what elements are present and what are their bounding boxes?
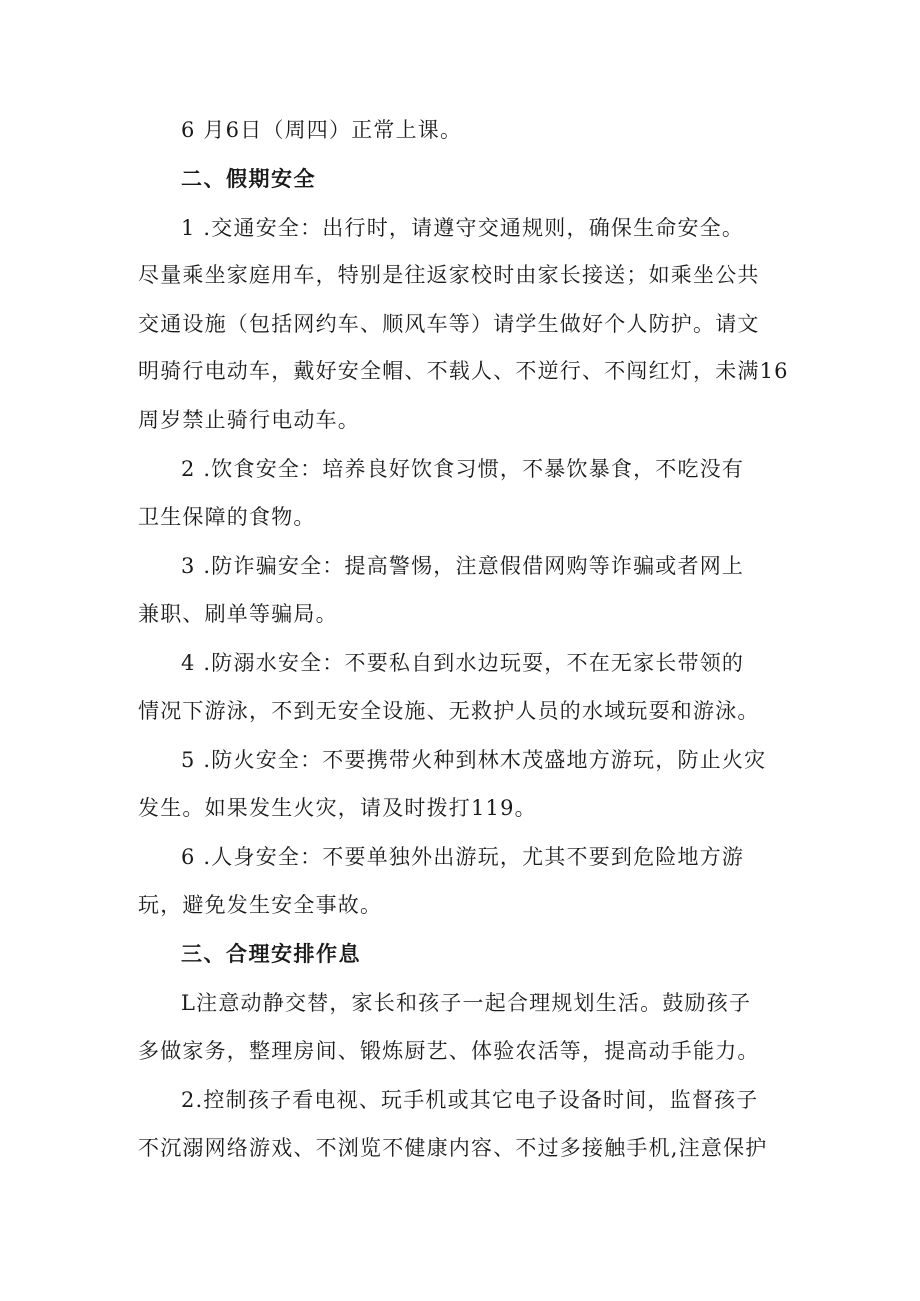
paragraph-food-safety-line-1: 2 .饮食安全：培养良好饮食习惯，不暴饮暴食，不吃没有: [181, 457, 745, 481]
paragraph-drowning-safety-line-2: 情况下游泳，不到无安全设施、无救护人员的水域玩耍和游泳。: [138, 699, 760, 723]
paragraph-traffic-safety-line-4: 明骑行电动车，戴好安全帽、不载人、不逆行、不闯红灯，未满16: [138, 359, 789, 383]
paragraph-personal-safety-line-2: 玩，避免发生安全事故。: [138, 893, 383, 917]
paragraph-balance-line-1: L注意动静交替，家长和孩子一起合理规划生活。鼓励孩子: [181, 991, 752, 1015]
paragraph-traffic-safety-line-2: 尽量乘坐家庭用车，特别是往返家校时由家长接送；如乘坐公共: [138, 263, 760, 287]
paragraph-personal-safety-line-1: 6 .人身安全：不要单独外出游玩，尤其不要到危险地方游: [181, 845, 745, 869]
paragraph-traffic-safety-line-3: 交通设施（包括网约车、顺风车等）请学生做好个人防护。请文: [138, 312, 760, 336]
paragraph-food-safety-line-2: 卫生保障的食物。: [138, 505, 316, 529]
paragraph-fraud-safety-line-2: 兼职、刷单等骗局。: [138, 602, 338, 626]
paragraph-screen-time-line-2: 不沉溺网络游戏、不浏览不健康内容、不过多接触手机,注意保护: [138, 1136, 768, 1160]
section-heading-holiday-safety: 二、假期安全: [181, 167, 316, 191]
paragraph-fraud-safety-line-1: 3 .防诈骗安全：提高警惕，注意假借网购等诈骗或者网上: [181, 554, 745, 578]
section-heading-schedule: 三、合理安排作息: [181, 942, 361, 966]
paragraph-traffic-safety-line-1: 1 .交通安全：出行时，请遵守交通规则，确保生命安全。: [181, 216, 745, 240]
paragraph-drowning-safety-line-1: 4 .防溺水安全：不要私自到水边玩耍，不在无家长带领的: [181, 651, 745, 675]
intro-paragraph: 6 月6日（周四）正常上课。: [181, 118, 463, 142]
paragraph-fire-safety-line-2: 发生。如果发生火灾，请及时拨打119。: [138, 796, 537, 820]
paragraph-traffic-safety-line-5: 周岁禁止骑行电动车。: [138, 408, 360, 432]
paragraph-fire-safety-line-1: 5 .防火安全：不要携带火种到林木茂盛地方游玩，防止火灾: [181, 748, 767, 772]
paragraph-screen-time-line-1: 2.控制孩子看电视、玩手机或其它电子设备时间，监督孩子: [181, 1088, 759, 1112]
paragraph-balance-line-2: 多做家务，整理房间、锻炼厨艺、体验农活等，提高动手能力。: [138, 1039, 760, 1063]
